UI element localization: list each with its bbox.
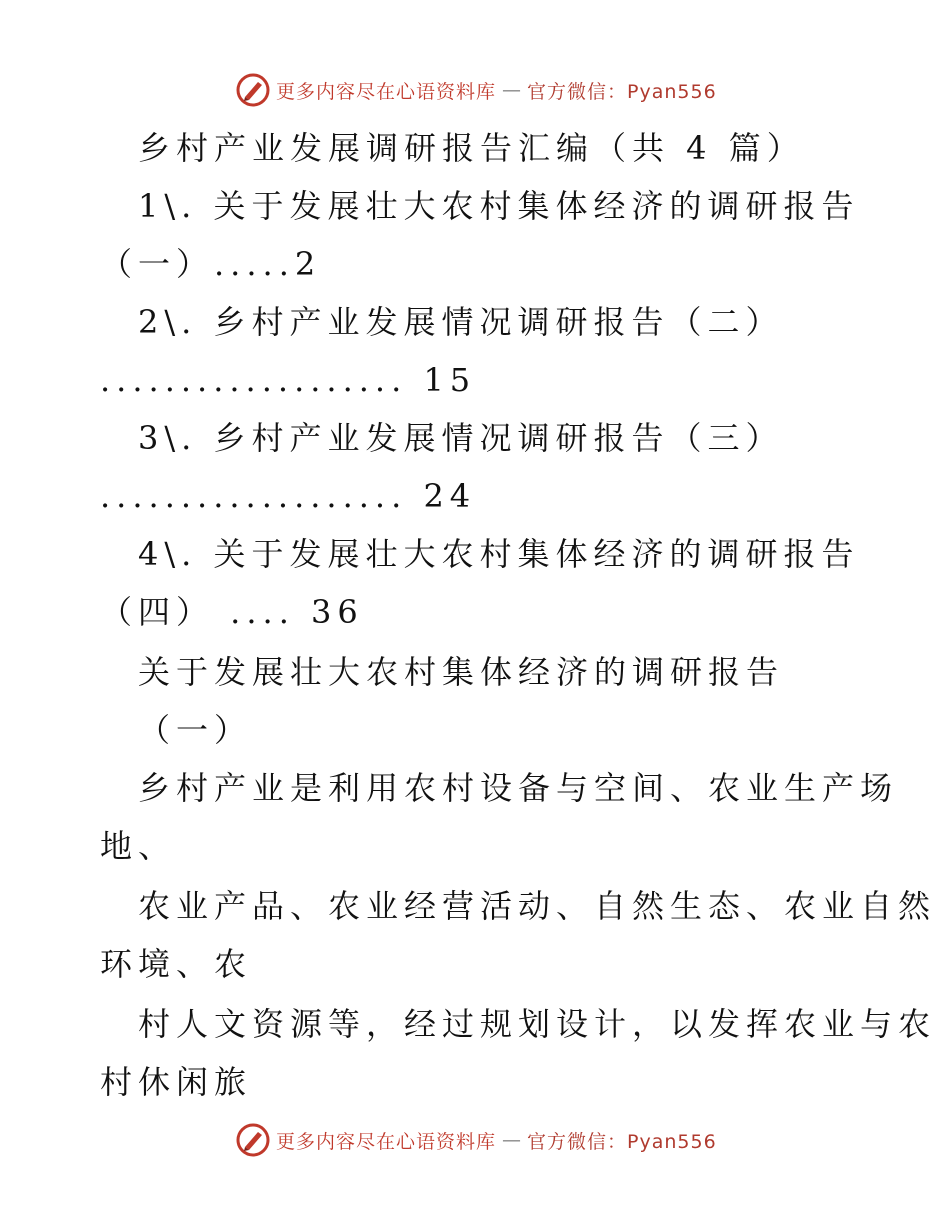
paragraph-line-3: 农业产品、农业经营活动、自然生态、农业自然 xyxy=(138,887,937,925)
banner-dash: — xyxy=(502,1129,522,1151)
toc-item-2: 2\. 乡村产业发展情况调研报告（二） xyxy=(138,303,784,341)
banner-brand: 更多内容尽在心语资料库 xyxy=(276,80,497,103)
paragraph-line-6: 村休闲旅 xyxy=(100,1063,253,1101)
toc-item-4-page: （四） .... 36 xyxy=(100,593,364,631)
paragraph-line-1: 乡村产业是利用农村设备与空间、农业生产场 xyxy=(138,769,899,807)
toc-item-2-page: ................... 15 xyxy=(100,361,477,399)
pen-logo-icon xyxy=(236,73,270,107)
footer-banner xyxy=(236,1122,717,1158)
section-heading: 关于发展壮大农村集体经济的调研报告 xyxy=(138,653,785,691)
banner-dash: — xyxy=(502,79,522,101)
banner-wechat: 官方微信：Pyan556 xyxy=(527,1130,717,1153)
paragraph-line-4: 环境、农 xyxy=(100,945,253,983)
toc-item-1: 1\. 关于发展壮大农村集体经济的调研报告 xyxy=(138,187,860,225)
paragraph-line-2: 地、 xyxy=(100,827,177,865)
toc-item-1-page: （一）.....2 xyxy=(100,245,322,283)
toc-item-4: 4\. 关于发展壮大农村集体经济的调研报告 xyxy=(138,535,860,573)
banner-brand: 更多内容尽在心语资料库 xyxy=(276,1130,497,1153)
banner-wechat: 官方微信：Pyan556 xyxy=(527,80,717,103)
toc-item-3-page: ................... 24 xyxy=(100,477,477,515)
header-banner xyxy=(236,72,717,108)
toc-item-3: 3\. 乡村产业发展情况调研报告（三） xyxy=(138,419,784,457)
section-subheading: （一） xyxy=(138,711,253,749)
pen-logo-icon xyxy=(236,1123,270,1157)
document-title: 乡村产业发展调研报告汇编（共 4 篇） xyxy=(138,129,805,167)
paragraph-line-5: 村人文资源等，经过规划设计，以发挥农业与农 xyxy=(138,1005,937,1043)
